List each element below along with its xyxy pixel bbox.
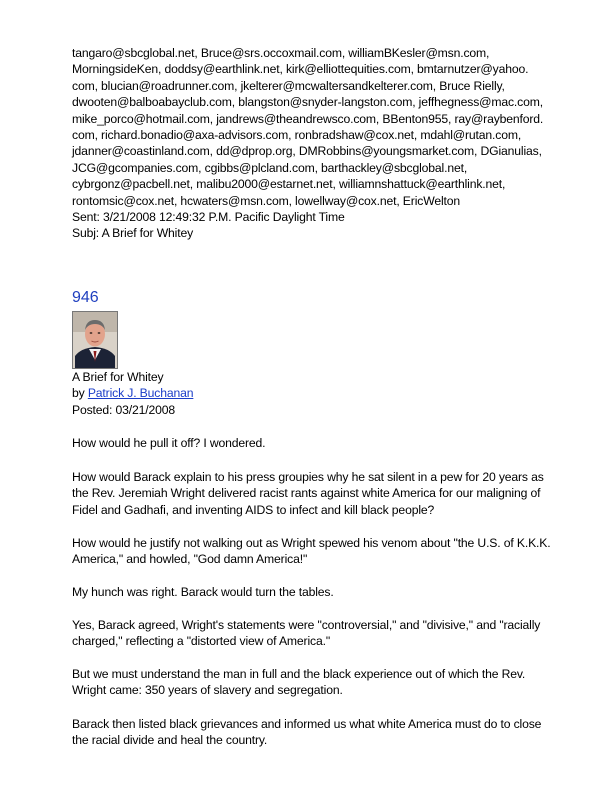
paragraph-line: Yes, Barack agreed, Wright's statements were "controversial," and "divisive," and "racially	[72, 618, 541, 632]
paragraph-line: How would he pull it off? I wondered.	[72, 436, 266, 450]
sent-date: Sent: 3/21/2008 12:49:32 P.M. Pacific Daylight Time	[72, 210, 345, 225]
article-paragraph	[72, 716, 542, 749]
recipients-line: MorningsideKen, doddsy@earthlink.net, kirk@elliottequities.com, bmtarnutzer@yahoo.	[72, 62, 529, 77]
posted-date: Posted: 03/21/2008	[72, 402, 176, 417]
paragraph-line: the racial divide and heal the country.	[72, 733, 268, 748]
article-paragraph	[72, 617, 542, 650]
byline	[72, 385, 193, 401]
email-header	[72, 45, 542, 242]
page-number: 946	[72, 289, 99, 306]
article-paragraph	[72, 666, 542, 699]
paragraph-line: Barack then listed black grievances and informed us what white America must do to close	[72, 717, 542, 731]
article-paragraph	[72, 584, 542, 600]
paragraph-line: But we must understand the man in full and the black experience out of which the Rev.	[72, 667, 526, 681]
recipients-line: rontomsic@cox.net, hcwaters@msn.com, lowellway@cox.net, EricWelton	[72, 193, 461, 208]
paragraph-line: America," and howled, "God damn America!"	[72, 552, 308, 567]
byline-prefix: by	[72, 386, 88, 401]
paragraph-line: How would he justify not walking out as Wright spewed his venom about "the U.S. of K.K.K.	[72, 536, 551, 550]
recipients-line: com, richard.bonadio@axa-advisors.com, ronbradshaw@cox.net, mdahl@rutan.com,	[72, 128, 522, 143]
paragraph-line: Wright came: 350 years of slavery and segregation.	[72, 683, 343, 698]
article-meta	[72, 369, 193, 418]
article-paragraph	[72, 469, 542, 518]
paragraph-line: Fidel and Gadhafi, and inventing AIDS to infect and kill black people?	[72, 502, 435, 517]
paragraph-line: the Rev. Jeremiah Wright delivered racist rants against white America for our maligning of	[72, 486, 541, 501]
article-paragraph	[72, 535, 551, 568]
author-photo	[72, 311, 118, 369]
paragraph-line: How would Barack explain to his press groupies why he sat silent in a pew for 20 years as	[72, 470, 544, 484]
recipients-line: tangaro@sbcglobal.net, Bruce@srs.occoxmail.com, williamBKesler@msn.com,	[72, 46, 490, 60]
recipients-line: mike_porco@hotmail.com, jandrews@theandrewsco.com, BBenton955, ray@raybenford.	[72, 111, 544, 126]
recipients-line: dwooten@balboabayclub.com, blangston@snyder-langston.com, jeffhegness@mac.com,	[72, 95, 543, 110]
paragraph-line: charged," reflecting a "distorted view of America."	[72, 634, 331, 649]
subject-line: Subj: A Brief for Whitey	[72, 226, 194, 241]
recipients-line: jdanner@coastinland.com, dd@dprop.org, DMRobbins@youngsmarket.com, DGianulias,	[72, 144, 542, 159]
recipients-line: cybrgonz@pacbell.net, malibu2000@estarnet.net, williamnshattuck@earthlink.net,	[72, 177, 506, 192]
paragraph-line: My hunch was right. Barack would turn the tables.	[72, 585, 334, 599]
recipients-line: JCG@gcompanies.com, cgibbs@plcland.com, barthackley@sbcglobal.net,	[72, 160, 468, 175]
recipients-line: com, blucian@roadrunner.com, jkelterer@mcwaltersandkelterer.com, Bruce Rielly,	[72, 78, 505, 93]
author-link[interactable]: Patrick J. Buchanan	[87, 386, 194, 401]
article-title: A Brief for Whitey	[72, 370, 164, 384]
article-paragraph	[72, 435, 542, 451]
